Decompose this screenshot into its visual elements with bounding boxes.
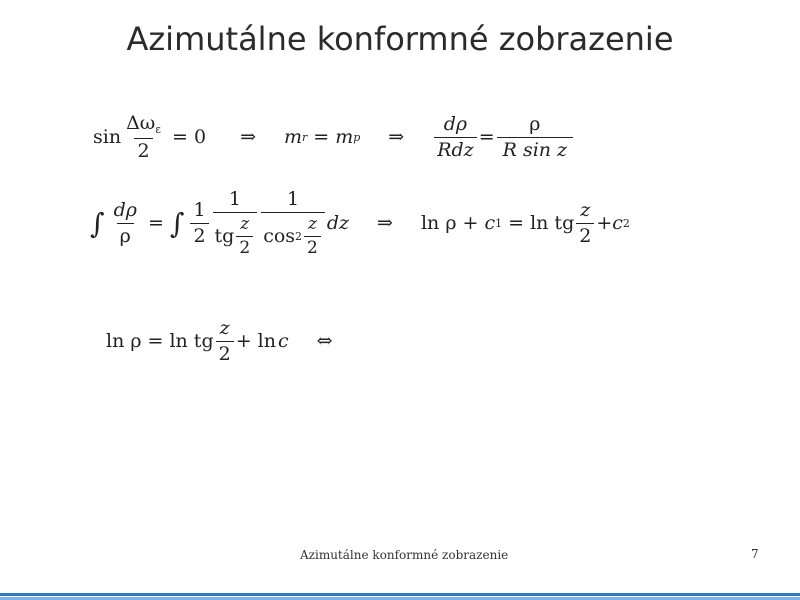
- implies-arrow-2: ⇒: [388, 126, 405, 148]
- cos-text: cos: [263, 225, 296, 247]
- ln-rho-plus: ln ρ +: [420, 212, 485, 234]
- sub-1: 1: [495, 217, 503, 230]
- fraction-half: [190, 201, 208, 246]
- m-p: m: [335, 126, 354, 148]
- two-den-2: 2: [216, 341, 234, 364]
- dz-text: dz: [326, 212, 350, 234]
- page-number: 7: [751, 547, 759, 561]
- plus-sign: +: [596, 212, 613, 234]
- denominator-rho: ρ: [117, 223, 134, 246]
- cos-2: 2: [304, 236, 321, 257]
- denominator-2: 2: [134, 138, 152, 161]
- fraction-drho-rdz: [434, 115, 476, 160]
- denominator-rsinz: R sin z: [497, 137, 573, 160]
- two-den: 2: [576, 223, 594, 246]
- fraction-z-2-b: [216, 319, 234, 364]
- half-num: 1: [193, 199, 206, 221]
- implies-arrow-3: ⇒: [377, 212, 393, 234]
- numerator-rho: ρ: [529, 113, 541, 135]
- equation-3: [106, 319, 333, 364]
- footer-text: Azimutálne konformné zobrazenie: [300, 548, 509, 562]
- cos-exponent: 2: [295, 230, 303, 243]
- fraction-z-2: [576, 201, 594, 246]
- fraction-one-over-tg: [213, 190, 258, 257]
- c-1: c: [484, 212, 496, 234]
- cos-frac-num: 1: [286, 188, 300, 210]
- equation-2: [90, 190, 630, 257]
- delta-omega: Δω: [126, 112, 156, 134]
- slide-title: Azimutálne konformné zobrazenie: [126, 20, 674, 58]
- equals-sign-2: =: [478, 126, 495, 148]
- equals-sign-4: =: [508, 212, 525, 234]
- plus-ln: + ln: [235, 330, 276, 352]
- z-num: z: [580, 199, 591, 221]
- denominator-rdz: Rdz: [434, 137, 476, 160]
- epsilon-sub: ε: [155, 123, 161, 136]
- equals-sign-5: =: [147, 330, 164, 352]
- cos-z: z: [307, 214, 317, 234]
- tg-text: tg: [214, 225, 235, 247]
- sub-r: r: [302, 131, 308, 144]
- numerator-drho-2: dρ: [113, 199, 137, 221]
- fraction-one-over-cos2: [261, 190, 325, 257]
- z-num-2: z: [219, 317, 230, 339]
- equals-sign: =: [313, 126, 330, 148]
- tg-2: 2: [236, 236, 253, 257]
- tg-z: z: [240, 214, 250, 234]
- c-const: c: [277, 330, 289, 352]
- half-den: 2: [190, 223, 208, 246]
- iff-arrow: ⇔: [316, 330, 333, 352]
- equals-sign-3: =: [147, 212, 164, 234]
- integral-sign-1: ∫: [90, 206, 105, 240]
- ln-tg-2: ln tg: [169, 330, 214, 352]
- numerator-drho: dρ: [443, 113, 468, 135]
- sin-text: sin: [93, 126, 122, 148]
- fraction-rho-rsinz: [497, 115, 573, 160]
- fraction-drho-rho: [111, 201, 140, 246]
- tg-frac-num: 1: [228, 188, 241, 210]
- sub-2: 2: [622, 217, 630, 230]
- bottom-bar-dark: [0, 593, 800, 596]
- sub-p: p: [353, 131, 361, 144]
- fraction-delta-omega: [123, 114, 164, 161]
- c-2: c: [612, 212, 623, 234]
- equation-1: [93, 114, 575, 161]
- m-r: m: [283, 126, 303, 148]
- implies-arrow-1: ⇒: [240, 126, 256, 148]
- integral-sign-2: ∫: [169, 206, 185, 240]
- ln-rho: ln ρ: [106, 330, 142, 352]
- equals-zero: = 0: [172, 126, 207, 148]
- ln-tg: ln tg: [530, 212, 575, 234]
